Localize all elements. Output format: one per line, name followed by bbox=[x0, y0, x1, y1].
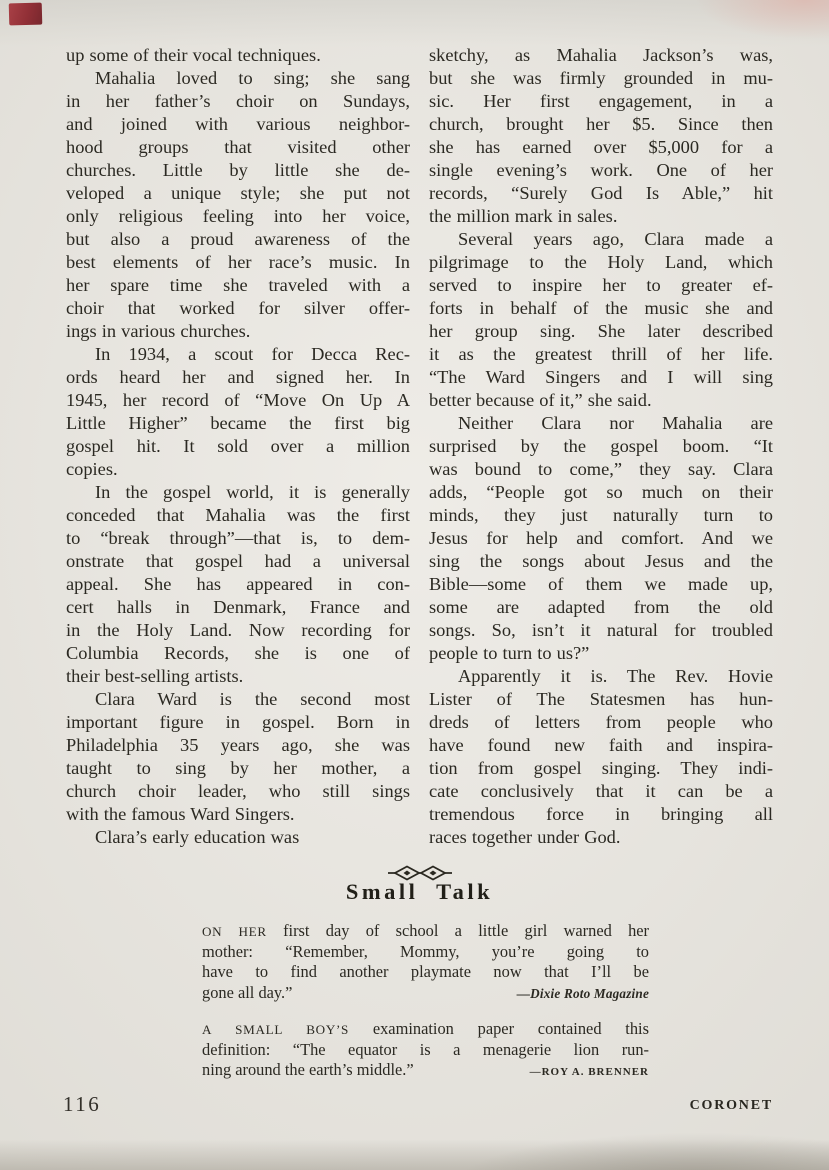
text-line: church, brought her $5. Since then bbox=[429, 114, 773, 134]
line-text: gone all day.” bbox=[202, 982, 293, 1002]
magazine-title-footer: CORONET bbox=[689, 1098, 773, 1113]
text-line: veloped a unique style; she put not bbox=[66, 183, 410, 203]
attribution: —Dixie Roto Magazine bbox=[516, 985, 649, 1001]
text-line: important figure in gospel. Born in bbox=[66, 712, 410, 732]
text-line bbox=[202, 983, 649, 1004]
text-line: Mahalia loved to sing; she sang bbox=[95, 68, 410, 88]
article-right-column bbox=[429, 44, 773, 849]
text-line: her group sing. She later described bbox=[429, 321, 773, 341]
small-caps-lead: A SMALL BOY’S bbox=[202, 1022, 350, 1037]
text-line: surprised by the gospel boom. “It bbox=[429, 436, 773, 456]
text-line: songs. So, isn’t it natural for troubled bbox=[429, 620, 773, 640]
small-talk-heading: Small Talk bbox=[345, 879, 494, 904]
text-line: sic. Her first engagement, in a bbox=[429, 91, 773, 111]
text-line: it as the greatest thrill of her life. bbox=[429, 344, 773, 364]
text-line: conceded that Mahalia was the first bbox=[66, 505, 410, 525]
text-line: mother: “Remember, Mommy, you’re going to bbox=[202, 941, 649, 961]
text-line: Philadelphia 35 years ago, she was bbox=[66, 735, 410, 755]
text-line: church choir leader, who still sings bbox=[66, 781, 410, 801]
text-line: dreds of letters from people who bbox=[429, 712, 773, 732]
text-line: records, “Surely God Is Able,” hit bbox=[429, 183, 773, 203]
text-line: churches. Little by little she de- bbox=[66, 160, 410, 180]
text-line: she has earned over $5,000 for a bbox=[429, 137, 773, 157]
text-line: cert halls in Denmark, France and bbox=[66, 597, 410, 617]
text-line: Little Higher” became the first big bbox=[66, 413, 410, 433]
text-line: Clara’s early education was bbox=[95, 827, 300, 847]
text-line: only religious feeling into her voice, bbox=[66, 206, 410, 226]
text-line: have to find another playmate now that I’ll be bbox=[202, 962, 649, 981]
text-line: In the gospel world, it is generally bbox=[95, 482, 410, 502]
text-line: tremendous force in bringing all bbox=[429, 804, 773, 824]
small-caps-lead: ON HER bbox=[202, 924, 267, 939]
text-line: Bible—some of them we made up, bbox=[429, 574, 773, 594]
text-line: Several years ago, Clara made a bbox=[458, 229, 773, 249]
text-line: hood groups that visited other bbox=[66, 137, 410, 157]
text-line: the million mark in sales. bbox=[429, 206, 618, 226]
article-left-column bbox=[66, 44, 410, 849]
text-line: onstrate that gospel had a universal bbox=[66, 551, 410, 571]
text-line: taught to sing by her mother, a bbox=[66, 758, 410, 778]
attribution: —ROY A. BRENNER bbox=[529, 1066, 649, 1078]
text-line: Columbia Records, she is one of bbox=[66, 643, 410, 663]
text-line: cate conclusively that it can be a bbox=[429, 781, 773, 801]
item-gap bbox=[202, 1003, 649, 1019]
text-line: sketchy, as Mahalia Jackson’s was, bbox=[429, 45, 773, 65]
text-line: Neither Clara nor Mahalia are bbox=[458, 413, 773, 433]
red-corner-mark bbox=[9, 3, 43, 26]
text-line: with the famous Ward Singers. bbox=[66, 804, 295, 824]
text-line: tion from gospel singing. They indi- bbox=[429, 758, 773, 778]
text-line bbox=[202, 1060, 649, 1081]
text-line: pilgrimage to the Holy Land, which bbox=[429, 252, 773, 272]
text-line: minds, they just naturally turn to bbox=[429, 505, 773, 525]
small-talk-section bbox=[202, 921, 649, 1081]
text-line: definition: “The equator is a menagerie lion run- bbox=[202, 1039, 649, 1059]
text-line: ords heard her and signed her. In bbox=[66, 367, 410, 387]
text-line: in her father’s choir on Sundays, bbox=[66, 91, 410, 111]
text-line: forts in behalf of the music she and bbox=[429, 298, 773, 318]
text-line: better because of it,” she said. bbox=[429, 390, 652, 410]
text-line: Lister of The Statesmen has hun- bbox=[429, 689, 773, 709]
text-line: but she was firmly grounded in mu- bbox=[429, 68, 773, 88]
text-line: choir that worked for silver offer- bbox=[66, 298, 410, 318]
text-line: ings in various churches. bbox=[66, 321, 251, 341]
text-line: some are adapted from the old bbox=[429, 597, 773, 617]
text-line: served to inspire her to greater ef- bbox=[429, 275, 773, 295]
text-line: adds, “People got so much on their bbox=[429, 482, 773, 502]
text-line: A SMALL BOY’S examination paper contained this bbox=[202, 1019, 649, 1038]
text-line: best elements of her race’s music. In bbox=[66, 252, 410, 272]
text-line: and joined with various neighbor- bbox=[66, 114, 410, 134]
text-line: but also a proud awareness of the bbox=[66, 229, 410, 249]
text-line: her spare time she traveled with a bbox=[66, 275, 410, 295]
line-text: ning around the earth’s middle.” bbox=[202, 1060, 414, 1079]
text-line: in the Holy Land. Now recording for bbox=[66, 620, 410, 640]
text-line: Jesus for help and comfort. And we bbox=[429, 528, 773, 548]
text-line: appeal. She has appeared in con- bbox=[66, 574, 410, 594]
text-line: 1945, her record of “Move On Up A bbox=[66, 390, 410, 410]
text-line: have found new faith and inspira- bbox=[429, 735, 773, 755]
text-line: to “break through”—that is, to dem- bbox=[66, 528, 410, 548]
text-line: gospel hit. It sold over a million bbox=[66, 436, 410, 456]
text-line: was bound to come,” they say. Clara bbox=[429, 459, 773, 479]
text-line: single evening’s work. One of her bbox=[429, 160, 773, 180]
text-line: sing the songs about Jesus and the bbox=[429, 551, 773, 571]
text-line: Clara Ward is the second most bbox=[95, 689, 410, 709]
text-line: up some of their vocal techniques. bbox=[66, 45, 321, 65]
text-line: ON HER first day of school a little girl warned her bbox=[202, 921, 649, 940]
page-number: 116 bbox=[63, 1092, 102, 1116]
text-line: copies. bbox=[66, 459, 118, 479]
text-line: Apparently it is. The Rev. Hovie bbox=[458, 666, 773, 686]
text-line: races together under God. bbox=[429, 827, 621, 847]
text-line: their best-selling artists. bbox=[66, 666, 244, 686]
text-line: In 1934, a scout for Decca Rec- bbox=[95, 344, 410, 364]
text-line: people to turn to us?” bbox=[429, 643, 590, 663]
text-line: “The Ward Singers and I will sing bbox=[429, 367, 773, 387]
